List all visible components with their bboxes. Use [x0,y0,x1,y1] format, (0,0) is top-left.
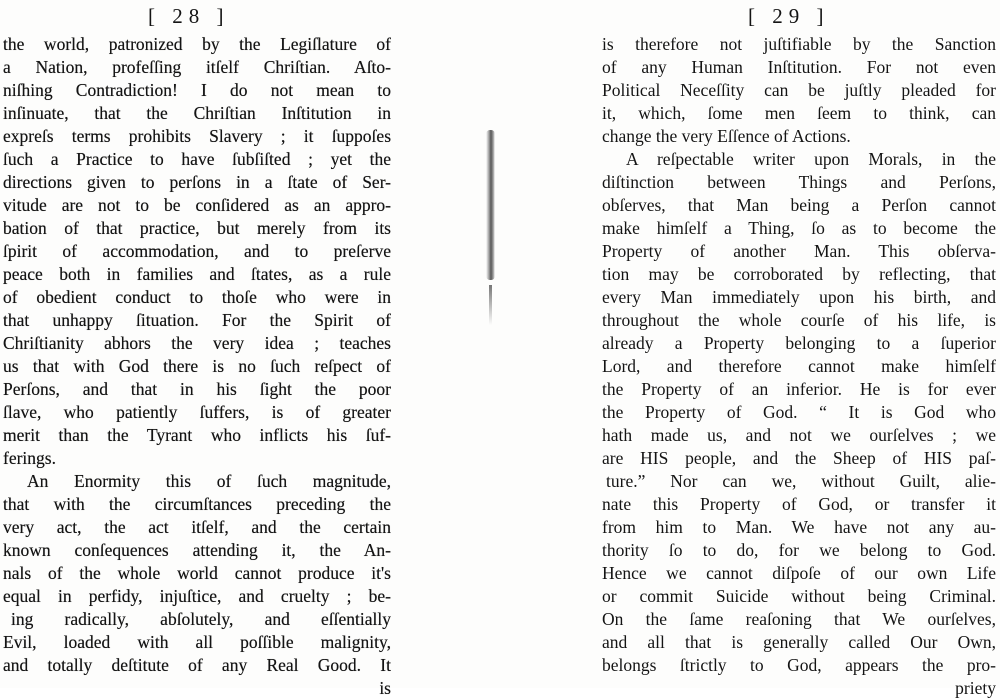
text-line: are HIS people, and the Sheep of HIS paſ- [602,448,996,468]
text-line: diſtinction between Things and Perſons, [602,172,996,192]
text-line: vitude are not to be conſidered as an appro- [3,195,391,215]
text-line: ſpirit of accommodation, and to preſerve [3,241,391,261]
text-line: Evil, loaded with all poſſible malignity, [3,632,391,652]
text-line: it, which, ſome men ſeem to think, can [602,103,996,123]
text-line: Chriſtianity abhors the very idea ; teaches [3,333,391,353]
text-line: belongs ſtrictly to God, appears the pro- [602,655,996,675]
text-line: throughout the whole courſe of his life, is [602,310,996,330]
text-line: An Enormity this of ſuch magnitude, [27,471,391,491]
text-line: ture.” Nor can we, without Guilt, alie- [606,471,996,491]
text-line: thority ſo to do, for we belong to God. [602,540,996,560]
text-line: the world, patronized by the Legiſlature of [3,34,391,54]
text-line: Perſons, and that in his ſight the poor [3,379,391,399]
text-line: Lord, and therefore cannot make himſelf [602,356,996,376]
text-line: equal in perfidy, injuſtice, and cruelty ; be- [3,586,391,606]
text-line: change the very Eſſence of Actions. [602,126,851,146]
text-line: Political Neceſſity can be juſtly pleaded for [602,80,996,100]
left-page [0,0,470,698]
text-line: niſhing Contradiction! I do not mean to [3,80,391,100]
text-line: On the ſame reaſoning that We ourſelves, [602,609,996,629]
text-line: a Nation, profeſſing itſelf Chriſtian. Aſto- [3,57,391,77]
text-line: ſlave, who patiently ſuffers, is of greater [3,402,391,422]
page-text [3,33,391,700]
text-line: the Property of God. “ It is God who [602,402,996,422]
text-line: ferings. [3,448,56,468]
text-line: hath made us, and not we ourſelves ; we [602,425,996,445]
text-line: Hence we cannot diſpoſe of our own Life [602,563,996,583]
text-line: ing radically, abſolutely, and eſſentially [11,609,391,629]
text-line: and totally deſtitute of any Real Good. It [3,655,391,675]
catchword: is [379,678,391,698]
page-text [602,33,996,700]
text-line: that with the circumſtances preceding the [3,494,391,514]
text-line: merit than the Tyrant who inflicts his ſuf- [3,425,391,445]
text-line: us that with God there is no ſuch reſpect of [3,356,391,376]
text-line: the Property of an inferior. He is for ever [602,379,996,399]
text-line: bation of that practice, but merely from its [3,218,391,238]
page-number: [ 29 ] [748,4,830,28]
text-line: ſuch a Practice to have ſubſiſted ; yet the [3,149,391,169]
book-gutter-shadow [489,285,492,325]
text-line: Property of another Man. This obſerva- [602,241,996,261]
text-line: that unhappy ſituation. For the Spirit of [3,310,391,330]
text-line: known conſequences attending it, the An- [3,540,391,560]
text-line: very act, the act itſelf, and the certain [3,517,391,537]
text-line: every Man immediately upon his birth, and [602,287,996,307]
text-line: and all that is generally called Our Own, [602,632,996,652]
text-line: of obedient conduct to thoſe who were in [3,287,391,307]
text-line: nals of the whole world cannot produce it's [3,563,391,583]
text-line: tion may be corroborated by reflecting, that [602,264,996,284]
right-page [530,0,1000,698]
text-line: or commit Suicide without being Criminal. [602,586,996,606]
text-line: is therefore not juſtifiable by the Sanction [602,34,996,54]
catchword: priety [955,678,996,698]
text-line: expreſs terms prohibits Slavery ; it ſuppoſes [3,126,391,146]
text-line: already a Property belonging to a ſuperior [602,333,996,353]
page-number: [ 28 ] [148,4,230,28]
text-line: of any Human Inſtitution. For not even [602,57,996,77]
text-line: A reſpectable writer upon Morals, in the [626,149,996,169]
text-line: inſinuate, that the Chriſtian Inſtitution in [3,103,391,123]
text-line: make himſelf a Thing, ſo as to become the [602,218,996,238]
text-line: from him to Man. We have not any au- [602,517,996,537]
text-line: directions given to perſons in a ſtate of Ser- [3,172,391,192]
text-line: nate this Property of God, or transfer it [602,494,996,514]
text-line: peace both in families and ſtates, as a rule [3,264,391,284]
text-line: obſerves, that Man being a Perſon cannot [602,195,996,215]
book-gutter [486,130,495,280]
